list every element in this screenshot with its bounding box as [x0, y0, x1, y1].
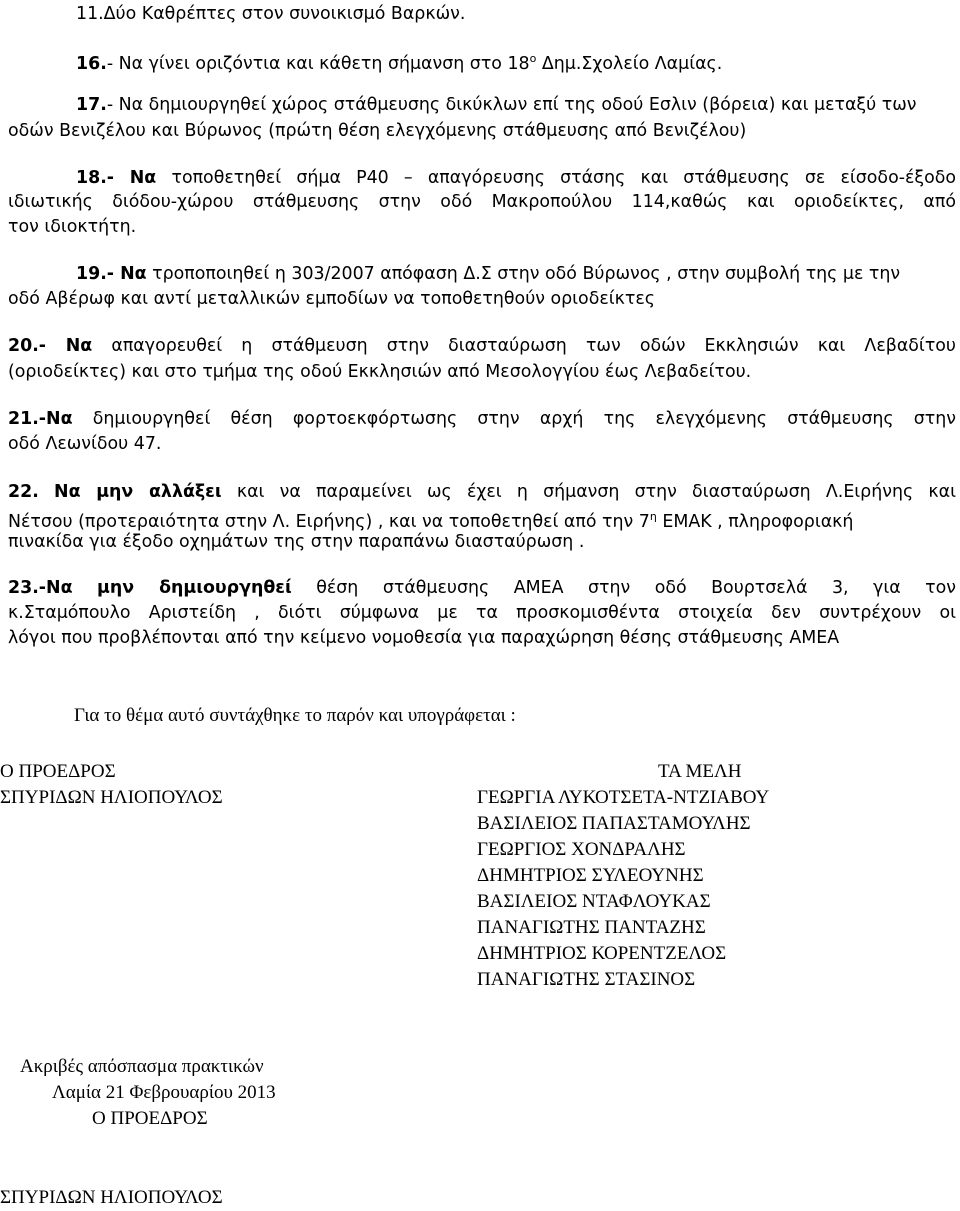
item-19-text: τροποποιηθεί η 303/2007 απόφαση Δ.Σ στην οδό Βύρωνος , στην συμβολή της με την	[146, 264, 901, 284]
member-name: ΒΑΣΙΛΕΙΟΣ ΝΤΑΦΛΟΥΚΑΣ	[477, 891, 711, 912]
item-18-lead: 18.- Να	[76, 168, 157, 188]
member-name: ΒΑΣΙΛΕΙΟΣ ΠΑΠΑΣΤΑΜΟΥΛΗΣ	[477, 813, 751, 834]
president-title: Ο ΠΡΟΕΔΡΟΣ	[0, 761, 116, 782]
members-title: ΤΑ ΜΕΛΗ	[658, 761, 742, 782]
item-17-text: - Να δημιουργηθεί χώρος στάθμευσης δικύκλων επί της οδού Εσλιν (βόρεια) και μεταξύ των	[106, 95, 917, 115]
item-23-lead-2: μην δημιουργηθεί	[97, 578, 292, 598]
item-16-number: 16.	[76, 53, 107, 74]
item-22-text-a: Νέτσου (προτεραιότητα στην Λ. Ειρήνης) , και να τοποθετηθεί από την 7	[8, 511, 650, 532]
item-16-text: - Να γίνει οριζόντια και κάθετη σήμανση στο 18	[106, 53, 530, 74]
item-21-lead: 21.-Να	[8, 409, 73, 429]
item-22-number: 22.	[8, 482, 39, 502]
extract-date: Λαμία 21 Φεβρουαρίου 2013	[52, 1082, 276, 1103]
item-20-line-2: (οριοδείκτες) και στο τμήμα της οδού Εκκλησιών από Μεσολογγίου έως Λεβαδείτου.	[8, 362, 752, 382]
extract-label: Ακριβές απόσπασμα πρακτικών	[20, 1056, 264, 1077]
item-23-line-3: λόγοι που προβλέπονται από την κείμενο νομοθεσία για παραχώρηση θέσης στάθμευσης ΑΜΕΑ	[8, 628, 840, 648]
item-17-line-1	[76, 94, 916, 116]
item-22-text-b: ΕΜΑΚ , πληροφοριακή	[656, 511, 854, 532]
item-23-line-2: κ.Σταμόπουλο Αριστείδη , διότι σύμφωνα με τα προσκομισθέντα στοιχεία δεν συντρέχουν οι	[8, 603, 956, 623]
member-name: ΠΑΝΑΓΙΩΤΗΣ ΣΤΑΣΙΝΟΣ	[477, 969, 696, 990]
item-21-line-1	[8, 408, 956, 430]
signature-intro: Για το θέμα αυτό συντάχθηκε το παρόν και υπογράφεται :	[74, 705, 516, 726]
item-20-text: απαγορευθεί η στάθμευση στην διασταύρωση των οδών Εκκλησιών και Λεβαδίτου	[111, 336, 956, 356]
item-22-line-2	[8, 506, 853, 533]
president-name: ΣΠΥΡΙΔΩΝ ΗΛΙΟΠΟΥΛΟΣ	[0, 787, 223, 808]
item-23-line-1	[8, 577, 956, 599]
item-16-text-end: Δημ.Σχολείο Λαμίας.	[536, 53, 723, 74]
item-20-line-1	[8, 335, 956, 357]
item-23-lead: 23.-Να	[8, 578, 73, 598]
item-23-text: θέση στάθμευσης ΑΜΕΑ στην οδό Βουρτσελά 3, για τον	[316, 578, 956, 598]
item-20-lead: 20.- Να	[8, 336, 93, 356]
item-18-line-1	[76, 167, 956, 189]
footer-president-title: Ο ΠΡΟΕΔΡΟΣ	[92, 1108, 208, 1129]
item-22-line-3: πινακίδα για έξοδο οχημάτων της στην παραπάνω διασταύρωση .	[8, 532, 585, 552]
member-name: ΓΕΩΡΓΙΑ ΛΥΚΟΤΣΕΤΑ-ΝΤΖΙΑΒΟΥ	[477, 787, 770, 808]
item-19-line-1	[76, 263, 900, 285]
member-name: ΔΗΜΗΤΡΙΟΣ ΣΥΛΕΟΥΝΗΣ	[477, 865, 704, 886]
item-17-line-2: οδών Βενιζέλου και Βύρωνος (πρώτη θέση ελεγχόμενης στάθμευσης από Βενιζέλου)	[8, 121, 747, 141]
item-22-superscript: η	[649, 510, 657, 523]
item-16-superscript: ο	[529, 52, 537, 65]
member-name: ΔΗΜΗΤΡΙΟΣ ΚΟΡΕΝΤΖΕΛΟΣ	[477, 943, 727, 964]
item-19-lead: 19.- Να	[76, 264, 147, 284]
item-19-line-2: οδό Αβέρωφ και αντί μεταλλικών εμποδίων να τοποθετηθούν οριοδείκτες	[8, 289, 655, 309]
item-18-line-2: ιδιωτικής διόδου-χώρου στάθμευσης στην οδό Μακροπούλου 114,καθώς και οριοδείκτες, από	[8, 192, 956, 212]
item-18-text: τοποθετηθεί σήμα Ρ40 – απαγόρευσης στάσης και στάθμευσης σε είσοδο-έξοδο	[171, 168, 957, 188]
item-18-line-3: τον ιδιοκτήτη.	[8, 217, 137, 237]
item-21-text: δημιουργηθεί θέση φορτοεκφόρτωσης στην αρχή της ελεγχόμενης στάθμευσης στην	[92, 409, 956, 429]
item-21-line-2: οδό Λεωνίδου 47.	[8, 434, 162, 454]
item-17-number: 17.	[76, 95, 107, 115]
item-11: 11.Δύο Καθρέπτες στον συνοικισμό Βαρκών.	[76, 4, 466, 24]
item-22-lead: Να μην αλλάξει	[54, 482, 222, 502]
footer-president-name: ΣΠΥΡΙΔΩΝ ΗΛΙΟΠΟΥΛΟΣ	[0, 1187, 223, 1208]
member-name: ΓΕΩΡΓΙΟΣ ΧΟΝΔΡΑΛΗΣ	[477, 839, 686, 860]
item-22-line-1	[8, 481, 956, 503]
member-name: ΠΑΝΑΓΙΩΤΗΣ ΠΑΝΤΑΖΗΣ	[477, 917, 706, 938]
item-16	[76, 48, 722, 75]
item-22-text: και να παραμείνει ως έχει η σήμανση στην διασταύρωση Λ.Ειρήνης και	[236, 482, 956, 502]
